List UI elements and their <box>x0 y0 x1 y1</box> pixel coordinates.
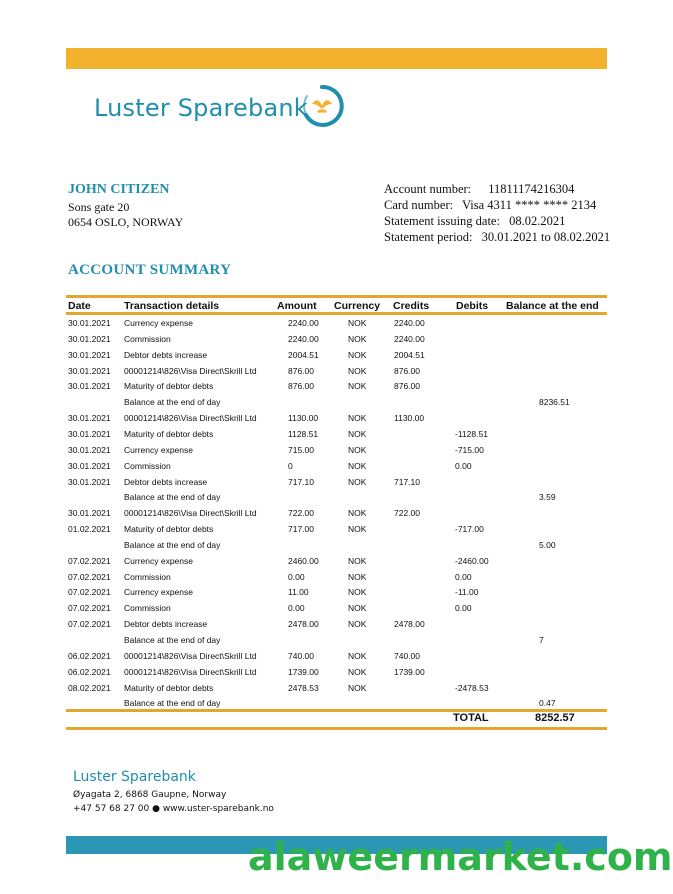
cell-currency: NOK <box>348 619 367 630</box>
card-number-label: Card number: <box>384 198 454 212</box>
cell-credits: 2240.00 <box>394 318 425 328</box>
cell-currency: NOK <box>348 333 367 344</box>
account-summary-title: ACCOUNT SUMMARY <box>68 262 232 278</box>
cell-date: 30.01.2021 <box>68 508 111 519</box>
cell-amount: 876.00 <box>288 365 314 376</box>
watermark-text: alaweermarket.com <box>248 835 673 879</box>
cell-currency: NOK <box>348 476 367 487</box>
cell-amount: 11.00 <box>288 587 309 598</box>
cell-currency: NOK <box>348 524 367 534</box>
cell-amount: 2478.53 <box>288 682 319 693</box>
cell-amount: 1128.51 <box>288 428 319 439</box>
cell-amount: 2240.00 <box>288 318 319 328</box>
table-header-rule <box>66 312 607 315</box>
cell-details: Commission <box>124 460 171 471</box>
cell-debits: -715.00 <box>455 444 484 455</box>
cell-date: 07.02.2021 <box>68 587 111 598</box>
cell-date: 07.02.2021 <box>68 619 111 630</box>
cell-date: 30.01.2021 <box>68 476 111 487</box>
cell-balance: 7 <box>539 635 544 645</box>
footer-contact: +47 57 68 27 00 ● www.uster-sparebank.no <box>73 804 274 814</box>
cell-details: 00001214\826\Visa Direct\Skrill Ltd <box>124 666 257 677</box>
cell-date: 30.01.2021 <box>68 333 111 344</box>
cell-date: 07.02.2021 <box>68 571 111 582</box>
cell-details: Maturity of debtor debts <box>124 682 214 693</box>
cell-details: Debtor debts increase <box>124 349 208 360</box>
cell-date: 30.01.2021 <box>68 460 111 471</box>
cell-currency: NOK <box>348 349 367 360</box>
cell-currency: NOK <box>348 587 367 598</box>
cell-balance: 8236.51 <box>539 397 570 408</box>
top-accent-bar <box>66 48 607 69</box>
cell-currency: NOK <box>348 555 367 566</box>
bank-logo-icon <box>298 82 346 130</box>
issue-date-value: 08.02.2021 <box>509 214 566 228</box>
issue-date-label: Statement issuing date: <box>384 214 500 228</box>
cell-amount: 717.10 <box>288 476 314 487</box>
cell-details: Commission <box>124 571 171 582</box>
footer-address: Øyagata 2, 6868 Gaupne, Norway <box>73 790 227 800</box>
cell-balance: 3.59 <box>539 492 556 503</box>
cell-amount: 876.00 <box>288 381 314 392</box>
cell-currency: NOK <box>348 682 367 693</box>
header-credits: Credits <box>393 300 430 312</box>
card-number-value: Visa 4311 **** **** 2134 <box>462 198 597 212</box>
cell-currency: NOK <box>348 428 367 439</box>
cell-date: 06.02.2021 <box>68 650 111 661</box>
cell-details: Debtor debts increase <box>124 476 208 487</box>
cell-amount: 717.00 <box>288 524 314 534</box>
cell-debits: -2478.53 <box>455 682 489 693</box>
header-debits: Debits <box>456 300 489 312</box>
cell-date: 30.01.2021 <box>68 318 111 328</box>
cell-details: Balance at the end of day <box>124 397 221 408</box>
cell-credits: 876.00 <box>394 381 420 392</box>
cell-date: 06.02.2021 <box>68 666 111 677</box>
cell-currency: NOK <box>348 413 367 424</box>
cell-amount: 2460.00 <box>288 555 319 566</box>
footer-bank-name: Luster Sparebank <box>73 769 196 785</box>
cell-details: Maturity of debtor debts <box>124 524 214 534</box>
cell-credits: 1130.00 <box>394 413 425 424</box>
cell-amount: 2478.00 <box>288 619 319 630</box>
cell-currency: NOK <box>348 666 367 677</box>
statement-period <box>384 230 610 245</box>
cell-details: Commission <box>124 333 171 344</box>
cell-currency: NOK <box>348 508 367 519</box>
cell-amount: 715.00 <box>288 444 314 455</box>
cell-details: Maturity of debtor debts <box>124 428 214 439</box>
cell-amount: 1130.00 <box>288 413 319 424</box>
cell-credits: 1739.00 <box>394 666 425 677</box>
cell-date: 07.02.2021 <box>68 603 111 614</box>
table-mid-rule <box>66 709 607 712</box>
cell-amount: 1739.00 <box>288 666 319 677</box>
cell-currency: NOK <box>348 365 367 376</box>
cell-details: Balance at the end of day <box>124 539 221 550</box>
cell-details: Debtor debts increase <box>124 619 208 630</box>
cell-amount: 0.00 <box>288 571 305 582</box>
account-number <box>384 182 574 197</box>
cell-credits: 2004.51 <box>394 349 425 360</box>
cell-amount: 0 <box>288 460 293 471</box>
cell-currency: NOK <box>348 460 367 471</box>
cell-date: 08.02.2021 <box>68 682 111 693</box>
customer-address-line2: 0654 OSLO, NORWAY <box>68 215 184 229</box>
cell-details: 00001214\826\Visa Direct\Skrill Ltd <box>124 365 257 376</box>
table-bottom-rule <box>66 727 607 730</box>
cell-credits: 722.00 <box>394 508 420 519</box>
cell-amount: 2004.51 <box>288 349 319 360</box>
cell-details: Currency expense <box>124 444 193 455</box>
cell-date: 01.02.2021 <box>68 524 111 534</box>
cell-details: 00001214\826\Visa Direct\Skrill Ltd <box>124 650 257 661</box>
cell-date: 07.02.2021 <box>68 555 111 566</box>
cell-amount: 722.00 <box>288 508 314 519</box>
cell-details: Balance at the end of day <box>124 635 221 645</box>
statement-issuing-date <box>384 214 565 229</box>
cell-balance: 5.00 <box>539 539 556 550</box>
cell-date: 30.01.2021 <box>68 349 111 360</box>
cell-date: 30.01.2021 <box>68 365 111 376</box>
cell-amount: 740.00 <box>288 650 314 661</box>
cell-credits: 2240.00 <box>394 333 425 344</box>
cell-credits: 717.10 <box>394 476 420 487</box>
cell-details: Currency expense <box>124 318 193 328</box>
cell-credits: 876.00 <box>394 365 420 376</box>
account-number-value: 11811174216304 <box>488 182 575 196</box>
cell-currency: NOK <box>348 571 367 582</box>
cell-debits: -2460.00 <box>455 555 489 566</box>
cell-date: 30.01.2021 <box>68 444 111 455</box>
cell-date: 30.01.2021 <box>68 381 111 392</box>
total-label: TOTAL <box>453 712 489 724</box>
customer-name: JOHN CITIZEN <box>68 182 170 197</box>
period-label: Statement period: <box>384 230 473 244</box>
cell-details: Currency expense <box>124 555 193 566</box>
cell-details: Balance at the end of day <box>124 698 221 709</box>
total-value: 8252.57 <box>535 712 575 724</box>
header-amount: Amount <box>277 300 317 312</box>
bank-name-header: Luster Sparebank <box>94 94 308 122</box>
cell-debits: -717.00 <box>455 524 484 534</box>
table-top-rule <box>66 295 607 298</box>
cell-balance: 0.47 <box>539 698 556 709</box>
cell-date: 30.01.2021 <box>68 428 111 439</box>
customer-address-line1: Sons gate 20 <box>68 200 130 214</box>
cell-details: 00001214\826\Visa Direct\Skrill Ltd <box>124 413 257 424</box>
cell-debits: 0.00 <box>455 603 472 614</box>
header-currency: Currency <box>334 300 381 312</box>
cell-currency: NOK <box>348 318 367 328</box>
cell-currency: NOK <box>348 381 367 392</box>
cell-amount: 2240.00 <box>288 333 319 344</box>
cell-details: Currency expense <box>124 587 193 598</box>
cell-debits: 0.00 <box>455 460 472 471</box>
card-number <box>384 198 596 213</box>
cell-debits: -11.00 <box>455 587 479 598</box>
header-transaction-details: Transaction details <box>124 300 220 312</box>
header-balance-end: Balance at the end <box>506 300 599 312</box>
cell-debits: 0.00 <box>455 571 472 582</box>
cell-debits: -1128.51 <box>455 428 488 439</box>
cell-credits: 740.00 <box>394 650 420 661</box>
account-number-label: Account number: <box>384 182 472 196</box>
cell-details: Balance at the end of day <box>124 492 221 503</box>
cell-details: Maturity of debtor debts <box>124 381 214 392</box>
header-date: Date <box>68 300 91 312</box>
cell-credits: 2478.00 <box>394 619 425 630</box>
cell-currency: NOK <box>348 444 367 455</box>
cell-date: 30.01.2021 <box>68 413 111 424</box>
cell-amount: 0.00 <box>288 603 305 614</box>
cell-currency: NOK <box>348 650 367 661</box>
cell-currency: NOK <box>348 603 367 614</box>
period-value: 30.01.2021 to 08.02.2021 <box>481 230 611 244</box>
cell-details: Commission <box>124 603 171 614</box>
cell-details: 00001214\826\Visa Direct\Skrill Ltd <box>124 508 257 519</box>
